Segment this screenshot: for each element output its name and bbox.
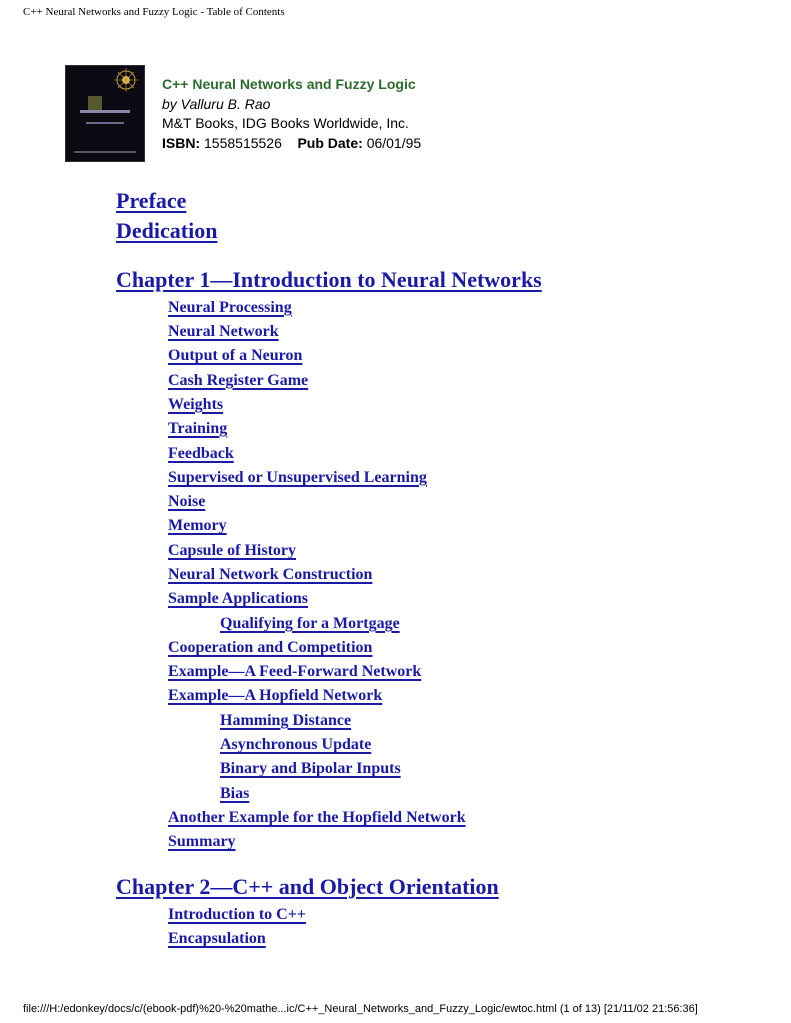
toc-link[interactable]: Neural Network — [168, 323, 279, 340]
toc-link-chapter-2[interactable]: Chapter 2—C++ and Object Orientation — [116, 874, 499, 899]
toc-link[interactable]: Qualifying for a Mortgage — [220, 615, 400, 632]
book-header — [65, 65, 665, 165]
toc-link-dedication[interactable]: Dedication — [116, 218, 218, 243]
toc-link[interactable]: Cash Register Game — [168, 372, 309, 389]
toc-link[interactable]: Binary and Bipolar Inputs — [220, 760, 401, 777]
toc-link[interactable]: Example—A Feed-Forward Network — [168, 663, 422, 680]
book-author: by Valluru B. Rao — [162, 95, 271, 112]
toc-link[interactable]: Memory — [168, 517, 227, 534]
book-title: C++ Neural Networks and Fuzzy Logic — [162, 76, 416, 92]
toc-link[interactable]: Hamming Distance — [220, 712, 352, 729]
toc-link[interactable]: Encapsulation — [168, 930, 266, 947]
pub-date-label: Pub Date: — [297, 134, 363, 151]
toc-link[interactable]: Supervised or Unsupervised Learning — [168, 469, 427, 486]
pub-date-value: 06/01/95 — [366, 134, 422, 151]
page-header: C++ Neural Networks and Fuzzy Logic - Table of Contents — [23, 6, 285, 18]
toc-link[interactable]: Another Example for the Hopfield Network — [168, 809, 466, 826]
isbn-value: 1558515526 — [204, 134, 282, 151]
toc-link[interactable]: Neural Network Construction — [168, 566, 373, 583]
toc-link[interactable]: Bias — [220, 785, 250, 802]
toc-link[interactable]: Training — [168, 420, 228, 437]
book-info — [162, 75, 421, 153]
toc-link[interactable]: Noise — [168, 493, 206, 510]
toc-link[interactable]: Asynchronous Update — [220, 736, 372, 753]
toc-link-chapter-1[interactable]: Chapter 1—Introduction to Neural Networks — [116, 267, 542, 292]
toc-link[interactable]: Feedback — [168, 445, 234, 462]
toc-link[interactable]: Introduction to C++ — [168, 906, 306, 923]
toc-link[interactable]: Neural Processing — [168, 299, 292, 316]
toc-link[interactable]: Output of a Neuron — [168, 347, 303, 364]
book-publisher: M&T Books, IDG Books Worldwide, Inc. — [162, 115, 409, 131]
isbn-label: ISBN: — [162, 134, 201, 151]
toc-link[interactable]: Summary — [168, 833, 236, 850]
toc-link[interactable]: Cooperation and Competition — [168, 639, 373, 656]
page-footer: file:///H:/edonkey/docs/c/(ebook-pdf)%20-%20mathe...ic/C++_Neural_Networks_and_Fuzzy_Logic/ewtoc.html (1 of 13) [21/11/02 21:56:36] — [23, 1003, 698, 1015]
book-cover-image — [65, 65, 145, 162]
toc-link[interactable]: Example—A Hopfield Network — [168, 687, 383, 704]
toc-link[interactable]: Weights — [168, 396, 224, 413]
toc-link[interactable]: Capsule of History — [168, 542, 296, 559]
toc-link-preface[interactable]: Preface — [116, 188, 187, 213]
book-meta — [162, 134, 421, 154]
toc-link[interactable]: Sample Applications — [168, 590, 309, 607]
